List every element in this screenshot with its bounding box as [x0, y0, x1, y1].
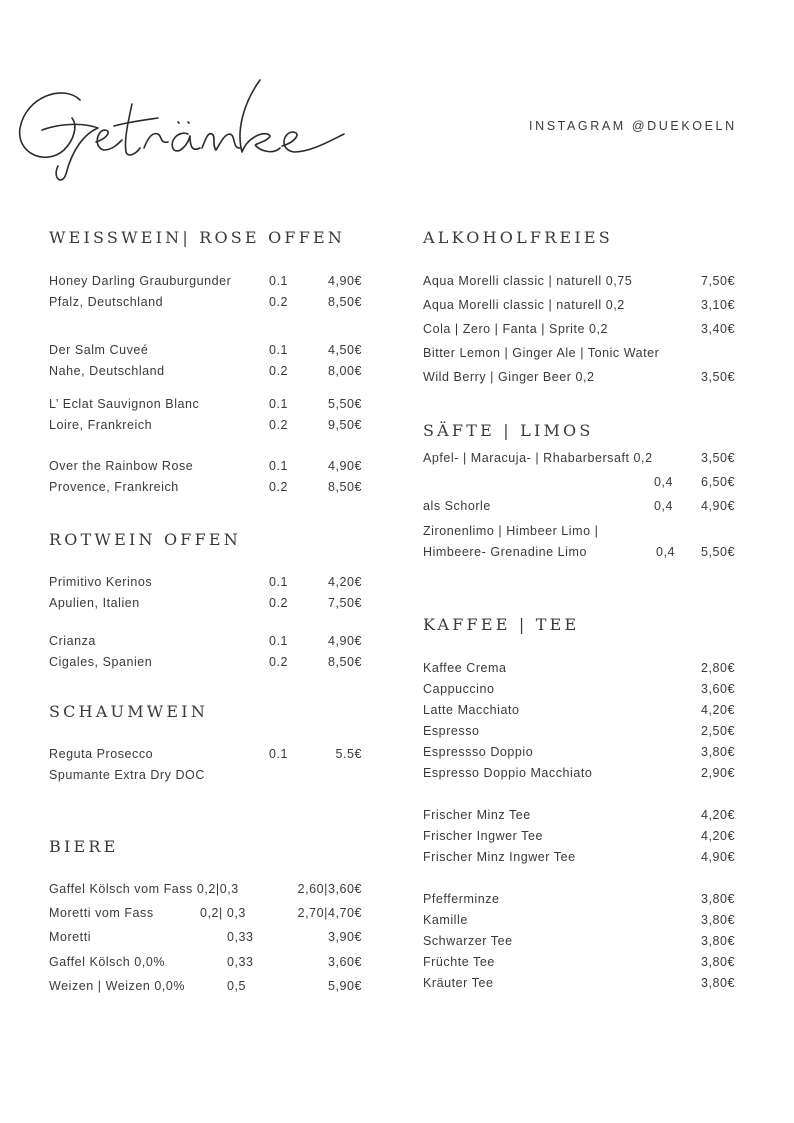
- drink-name: Aqua Morelli classic | naturell 0,75: [423, 274, 633, 288]
- coffee-name: Espresso Doppio Macchiato: [423, 766, 593, 780]
- wine-price: 8,00€: [327, 364, 362, 378]
- wine-size: 0.1: [269, 634, 289, 648]
- wine-size: 0.1: [269, 397, 289, 411]
- beer-price: 5,90€: [327, 979, 362, 993]
- section-heading-weisswein: WEISSWEIN| ROSE OFFEN: [49, 228, 346, 247]
- wine-origin: Provence, Frankreich: [49, 480, 179, 494]
- drink-price: 3,10€: [700, 298, 735, 312]
- instagram-handle: INSTAGRAM @DUEKOELN: [529, 119, 737, 133]
- beer-size: 0,33: [227, 930, 254, 944]
- wine-price: 4,90€: [327, 274, 362, 288]
- drink-price: 5,50€: [700, 545, 735, 559]
- wine-origin: Spumante Extra Dry DOC: [49, 768, 205, 782]
- coffee-name: Espresso: [423, 724, 480, 738]
- tea-price: 3,80€: [700, 892, 735, 906]
- drink-name: Himbeere- Grenadine Limo: [423, 545, 587, 559]
- wine-size: 0.1: [269, 459, 289, 473]
- drink-size: 0,4: [656, 545, 676, 559]
- wine-price: 8,50€: [327, 295, 362, 309]
- wine-size: 0.1: [269, 747, 289, 761]
- coffee-price: 3,60€: [700, 682, 735, 696]
- page-title-script: [12, 62, 352, 182]
- drink-price: 3,50€: [700, 370, 735, 384]
- beer-name: Gaffel Kölsch vom Fass 0,2|0,3: [49, 882, 239, 896]
- coffee-name: Espressso Doppio: [423, 745, 534, 759]
- wine-price: 8,50€: [327, 655, 362, 669]
- drink-name: Aqua Morelli classic | naturell 0,2: [423, 298, 625, 312]
- wine-size: 0.2: [269, 418, 289, 432]
- section-heading-kaffee: KAFFEE | TEE: [423, 615, 580, 634]
- tea-price: 3,80€: [700, 934, 735, 948]
- wine-price: 4,50€: [327, 343, 362, 357]
- drink-price: 6,50€: [700, 475, 735, 489]
- tea-name: Pfefferminze: [423, 892, 500, 906]
- section-heading-schaumwein: SCHAUMWEIN: [49, 702, 209, 721]
- tea-price: 4,20€: [700, 808, 735, 822]
- wine-name: Reguta Prosecco: [49, 747, 154, 761]
- drink-name: Wild Berry | Ginger Beer 0,2: [423, 370, 595, 384]
- wine-name: L’ Eclat Sauvignon Blanc: [49, 397, 200, 411]
- wine-size: 0.2: [269, 364, 289, 378]
- wine-size: 0.2: [269, 655, 289, 669]
- beer-price: 3,90€: [327, 930, 362, 944]
- drink-price: 7,50€: [700, 274, 735, 288]
- wine-size: 0.1: [269, 343, 289, 357]
- drink-name: Cola | Zero | Fanta | Sprite 0,2: [423, 322, 609, 336]
- wine-price: 7,50€: [327, 596, 362, 610]
- tea-price: 3,80€: [700, 955, 735, 969]
- section-heading-alkoholfreies: ALKOHOLFREIES: [423, 228, 613, 247]
- drink-price: 3,50€: [700, 451, 735, 465]
- wine-price: 4,90€: [327, 634, 362, 648]
- beer-size: 0,2| 0,3: [200, 906, 246, 920]
- drink-name: Apfel- | Maracuja- | Rhabarbersaft 0,2: [423, 451, 653, 465]
- tea-price: 4,20€: [700, 829, 735, 843]
- drink-size: 0,4: [654, 499, 674, 513]
- beer-name: Moretti vom Fass: [49, 906, 154, 920]
- tea-name: Kräuter Tee: [423, 976, 494, 990]
- beer-name: Gaffel Kölsch 0,0%: [49, 955, 165, 969]
- beer-price: 2,70|4,70€: [297, 906, 362, 920]
- wine-price: 4,90€: [327, 459, 362, 473]
- beer-name: Weizen | Weizen 0,0%: [49, 979, 186, 993]
- tea-price: 4,90€: [700, 850, 735, 864]
- wine-price: 5,50€: [327, 397, 362, 411]
- coffee-price: 3,80€: [700, 745, 735, 759]
- wine-size: 0.1: [269, 575, 289, 589]
- beer-name: Moretti: [49, 930, 92, 944]
- section-heading-saefte: SÄFTE | LIMOS: [423, 421, 594, 440]
- wine-name: Primitivo Kerinos: [49, 575, 153, 589]
- wine-origin: Loire, Frankreich: [49, 418, 153, 432]
- script-title-drawing: [12, 62, 352, 182]
- wine-name: Honey Darling Grauburgunder: [49, 274, 232, 288]
- coffee-price: 4,20€: [700, 703, 735, 717]
- coffee-price: 2,80€: [700, 661, 735, 675]
- coffee-name: Kaffee Crema: [423, 661, 507, 675]
- wine-price: 5.5€: [335, 747, 362, 761]
- wine-name: Crianza: [49, 634, 96, 648]
- tea-name: Frischer Ingwer Tee: [423, 829, 543, 843]
- coffee-name: Cappuccino: [423, 682, 495, 696]
- beer-size: 0,5: [227, 979, 247, 993]
- wine-origin: Cigales, Spanien: [49, 655, 153, 669]
- wine-size: 0.1: [269, 274, 289, 288]
- section-heading-biere: BIERE: [49, 837, 119, 856]
- beer-price: 3,60€: [327, 955, 362, 969]
- tea-name: Früchte Tee: [423, 955, 495, 969]
- wine-name: Der Salm Cuveé: [49, 343, 149, 357]
- section-heading-rotwein: ROTWEIN OFFEN: [49, 530, 241, 549]
- beer-price: 2,60|3,60€: [297, 882, 362, 896]
- coffee-name: Latte Macchiato: [423, 703, 520, 717]
- wine-origin: Pfalz, Deutschland: [49, 295, 164, 309]
- wine-origin: Nahe, Deutschland: [49, 364, 165, 378]
- drink-size: 0,4: [654, 475, 674, 489]
- tea-name: Frischer Minz Tee: [423, 808, 531, 822]
- wine-size: 0.2: [269, 480, 289, 494]
- drink-name: Bitter Lemon | Ginger Ale | Tonic Water: [423, 346, 660, 360]
- tea-name: Kamille: [423, 913, 468, 927]
- tea-name: Schwarzer Tee: [423, 934, 513, 948]
- wine-origin: Apulien, Italien: [49, 596, 140, 610]
- beer-size: 0,33: [227, 955, 254, 969]
- drink-name: als Schorle: [423, 499, 491, 513]
- drink-name: Zironenlimo | Himbeer Limo |: [423, 524, 599, 538]
- wine-size: 0.2: [269, 295, 289, 309]
- wine-price: 4,20€: [327, 575, 362, 589]
- wine-name: Over the Rainbow Rose: [49, 459, 194, 473]
- tea-name: Frischer Minz Ingwer Tee: [423, 850, 576, 864]
- wine-price: 9,50€: [327, 418, 362, 432]
- coffee-price: 2,90€: [700, 766, 735, 780]
- drink-price: 4,90€: [700, 499, 735, 513]
- drink-price: 3,40€: [700, 322, 735, 336]
- tea-price: 3,80€: [700, 913, 735, 927]
- coffee-price: 2,50€: [700, 724, 735, 738]
- wine-size: 0.2: [269, 596, 289, 610]
- wine-price: 8,50€: [327, 480, 362, 494]
- tea-price: 3,80€: [700, 976, 735, 990]
